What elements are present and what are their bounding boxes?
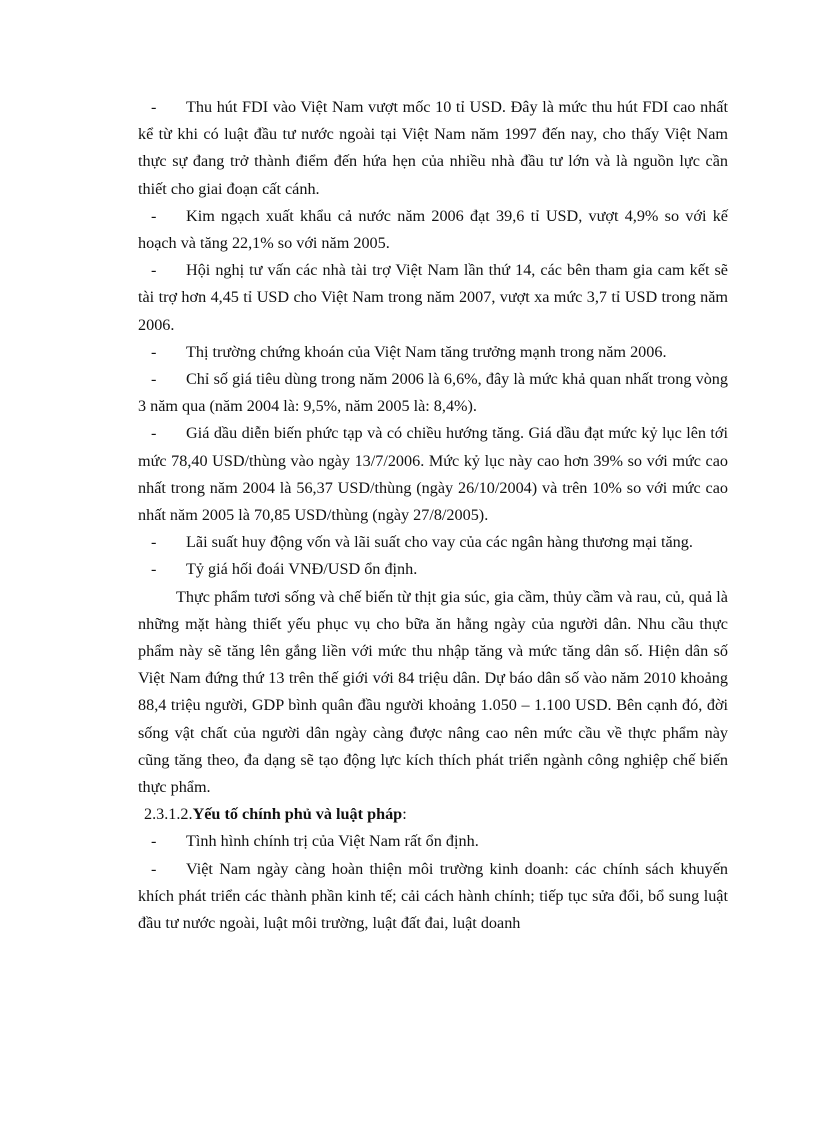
bullet-text: Tình hình chính trị của Việt Nam rất ổn định. — [186, 832, 479, 851]
section-colon: : — [402, 805, 407, 824]
bullet-item — [138, 529, 728, 556]
bullet-dash: - — [151, 560, 157, 579]
bullet-dash: - — [151, 533, 157, 552]
bullet-dash: - — [151, 261, 157, 280]
bullet-item — [138, 420, 728, 529]
bullet-item — [138, 856, 728, 938]
bullet-text: Giá dầu diễn biến phức tạp và có chiều hướng tăng. Giá dầu đạt mức kỷ lục lên tới mức 78,40 USD/thùng vào ngày 13/7/2006. Mức kỷ lục này cao hơn 39% so với mức cao nhất trong năm 2004 là 56,37 USD/thùng (ngày 26/10/2004) và trên 10% so với mức cao nhất năm 2005 là 70,85 USD/thùng (ngày 27/8/2005). — [138, 424, 728, 525]
section-title: Yếu tố chính phủ và luật pháp — [192, 805, 403, 824]
bullet-item — [138, 828, 728, 855]
bullet-dash: - — [151, 342, 157, 361]
bullet-item — [138, 366, 728, 420]
bullet-dash: - — [151, 832, 157, 851]
bullet-item — [138, 556, 728, 583]
bullet-text: Hội nghị tư vấn các nhà tài trợ Việt Nam lần thứ 14, các bên tham gia cam kết sẽ tài trợ hơn 4,45 tỉ USD cho Việt Nam trong năm 2007, vượt xa mức 3,7 tỉ USD trong năm 2006. — [138, 261, 728, 334]
bullet-dash: - — [151, 98, 157, 116]
bullet-item — [138, 94, 728, 203]
bullet-item — [138, 339, 728, 366]
bullet-text: Kim ngạch xuất khẩu cả nước năm 2006 đạt 39,6 tỉ USD, vượt 4,9% so với kế hoạch và tăng 22,1% so với năm 2005. — [138, 206, 728, 253]
bullet-text: Việt Nam ngày càng hoàn thiện môi trường kinh doanh: các chính sách khuyến khích phát triển các thành phần kinh tế; cải cách hành chính; tiếp tục sửa đổi, bổ sung luật đầu tư nước ngoài, luật môi trường, luật đất đai, luật doanh — [138, 859, 728, 933]
bullet-text: Thị trường chứng khoán của Việt Nam tăng trưởng mạnh trong năm 2006. — [186, 342, 667, 361]
bullet-dash: - — [151, 370, 157, 389]
document-page — [138, 94, 728, 937]
bullet-item — [138, 203, 728, 257]
section-number: 2.3.1.2. — [144, 805, 193, 824]
bullet-dash: - — [151, 206, 157, 225]
bullet-item — [138, 257, 728, 339]
bullet-text: Chỉ số giá tiêu dùng trong năm 2006 là 6,6%, đây là mức khả quan nhất trong vòng 3 năm qua (năm 2004 là: 9,5%, năm 2005 là: 8,4%). — [138, 370, 728, 416]
bullet-text: Thu hút FDI vào Việt Nam vượt mốc 10 tỉ USD. Đây là mức thu hút FDI cao nhất kể từ khi có luật đầu tư nước ngoài tại Việt Nam năm 1997 đến nay, cho thấy Việt Nam thực sự đang trở thành điểm đến hứa hẹn của nhiều nhà đầu tư lớn và là nguồn lực cần thiết cho giai đoạn cất cánh. — [138, 98, 728, 198]
bullet-text: Lãi suất huy động vốn và lãi suất cho vay của các ngân hàng thương mại tăng. — [186, 533, 693, 552]
body-paragraph: Thực phẩm tươi sống và chế biến từ thịt gia súc, gia cầm, thủy cầm và rau, củ, quả là những mặt hàng thiết yếu phục vụ cho bữa ăn hằng ngày của người dân. Nhu cầu thực phẩm này sẽ tăng lên gắng liền với mức thu nhập tăng và mức tăng dân số. Hiện dân số Việt Nam đứng thứ 13 trên thế giới với 84 triệu dân. Dự báo dân số vào năm 2010 khoảng 88,4 triệu người, GDP bình quân đầu người khoảng 1.050 – 1.100 USD. Bên cạnh đó, đời sống vật chất của người dân ngày càng được nâng cao nên mức cầu về thực phẩm này cũng tăng theo, đa dạng sẽ tạo động lực kích thích phát triển ngành công nghiệp chế biến thực phẩm. — [138, 587, 728, 797]
bullet-dash: - — [151, 424, 157, 443]
section-heading — [138, 801, 728, 828]
bullet-dash: - — [151, 859, 157, 878]
bullet-text: Tỷ giá hối đoái VNĐ/USD ổn định. — [186, 560, 418, 579]
